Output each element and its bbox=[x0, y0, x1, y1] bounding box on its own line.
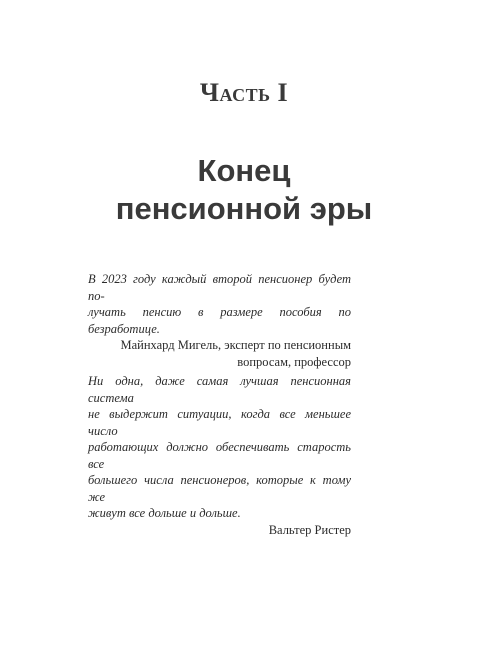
epigraph-author bbox=[88, 337, 351, 370]
part-title bbox=[0, 152, 488, 228]
epigraph-quote-line: лучать пенсию в размере пособия по безработице. bbox=[88, 305, 351, 336]
part-title-line: Конец bbox=[197, 153, 291, 188]
part-label: Часть I bbox=[199, 78, 289, 107]
epigraph-quote bbox=[88, 271, 351, 337]
epigraph bbox=[88, 373, 351, 538]
epigraph-author-line: Майнхард Мигель, эксперт по пенсионным bbox=[120, 338, 351, 352]
part-title-line: пенсионной эры bbox=[115, 191, 373, 226]
epigraph-author-line: вопросам, профессор bbox=[237, 354, 351, 369]
epigraph-quote-line: В 2023 году каждый второй пенсионер будет по- bbox=[88, 272, 351, 303]
epigraph-quote-line: не выдержит ситуации, когда все меньшее число bbox=[88, 407, 351, 438]
epigraph-quote bbox=[88, 373, 351, 522]
epigraph-quote-line: живут все дольше и дольше. bbox=[88, 506, 241, 520]
epigraph-author bbox=[88, 522, 351, 539]
epigraph-quote-line: работающих должно обеспечивать старость все bbox=[88, 440, 351, 471]
epigraph-author-line: Вальтер Ристер bbox=[268, 522, 351, 537]
epigraph-quote-line: большего числа пенсионеров, которые к тому же bbox=[88, 473, 351, 504]
epigraph bbox=[88, 271, 351, 370]
epigraph-quote-line: Ни одна, даже самая лучшая пенсионная система bbox=[88, 374, 351, 405]
